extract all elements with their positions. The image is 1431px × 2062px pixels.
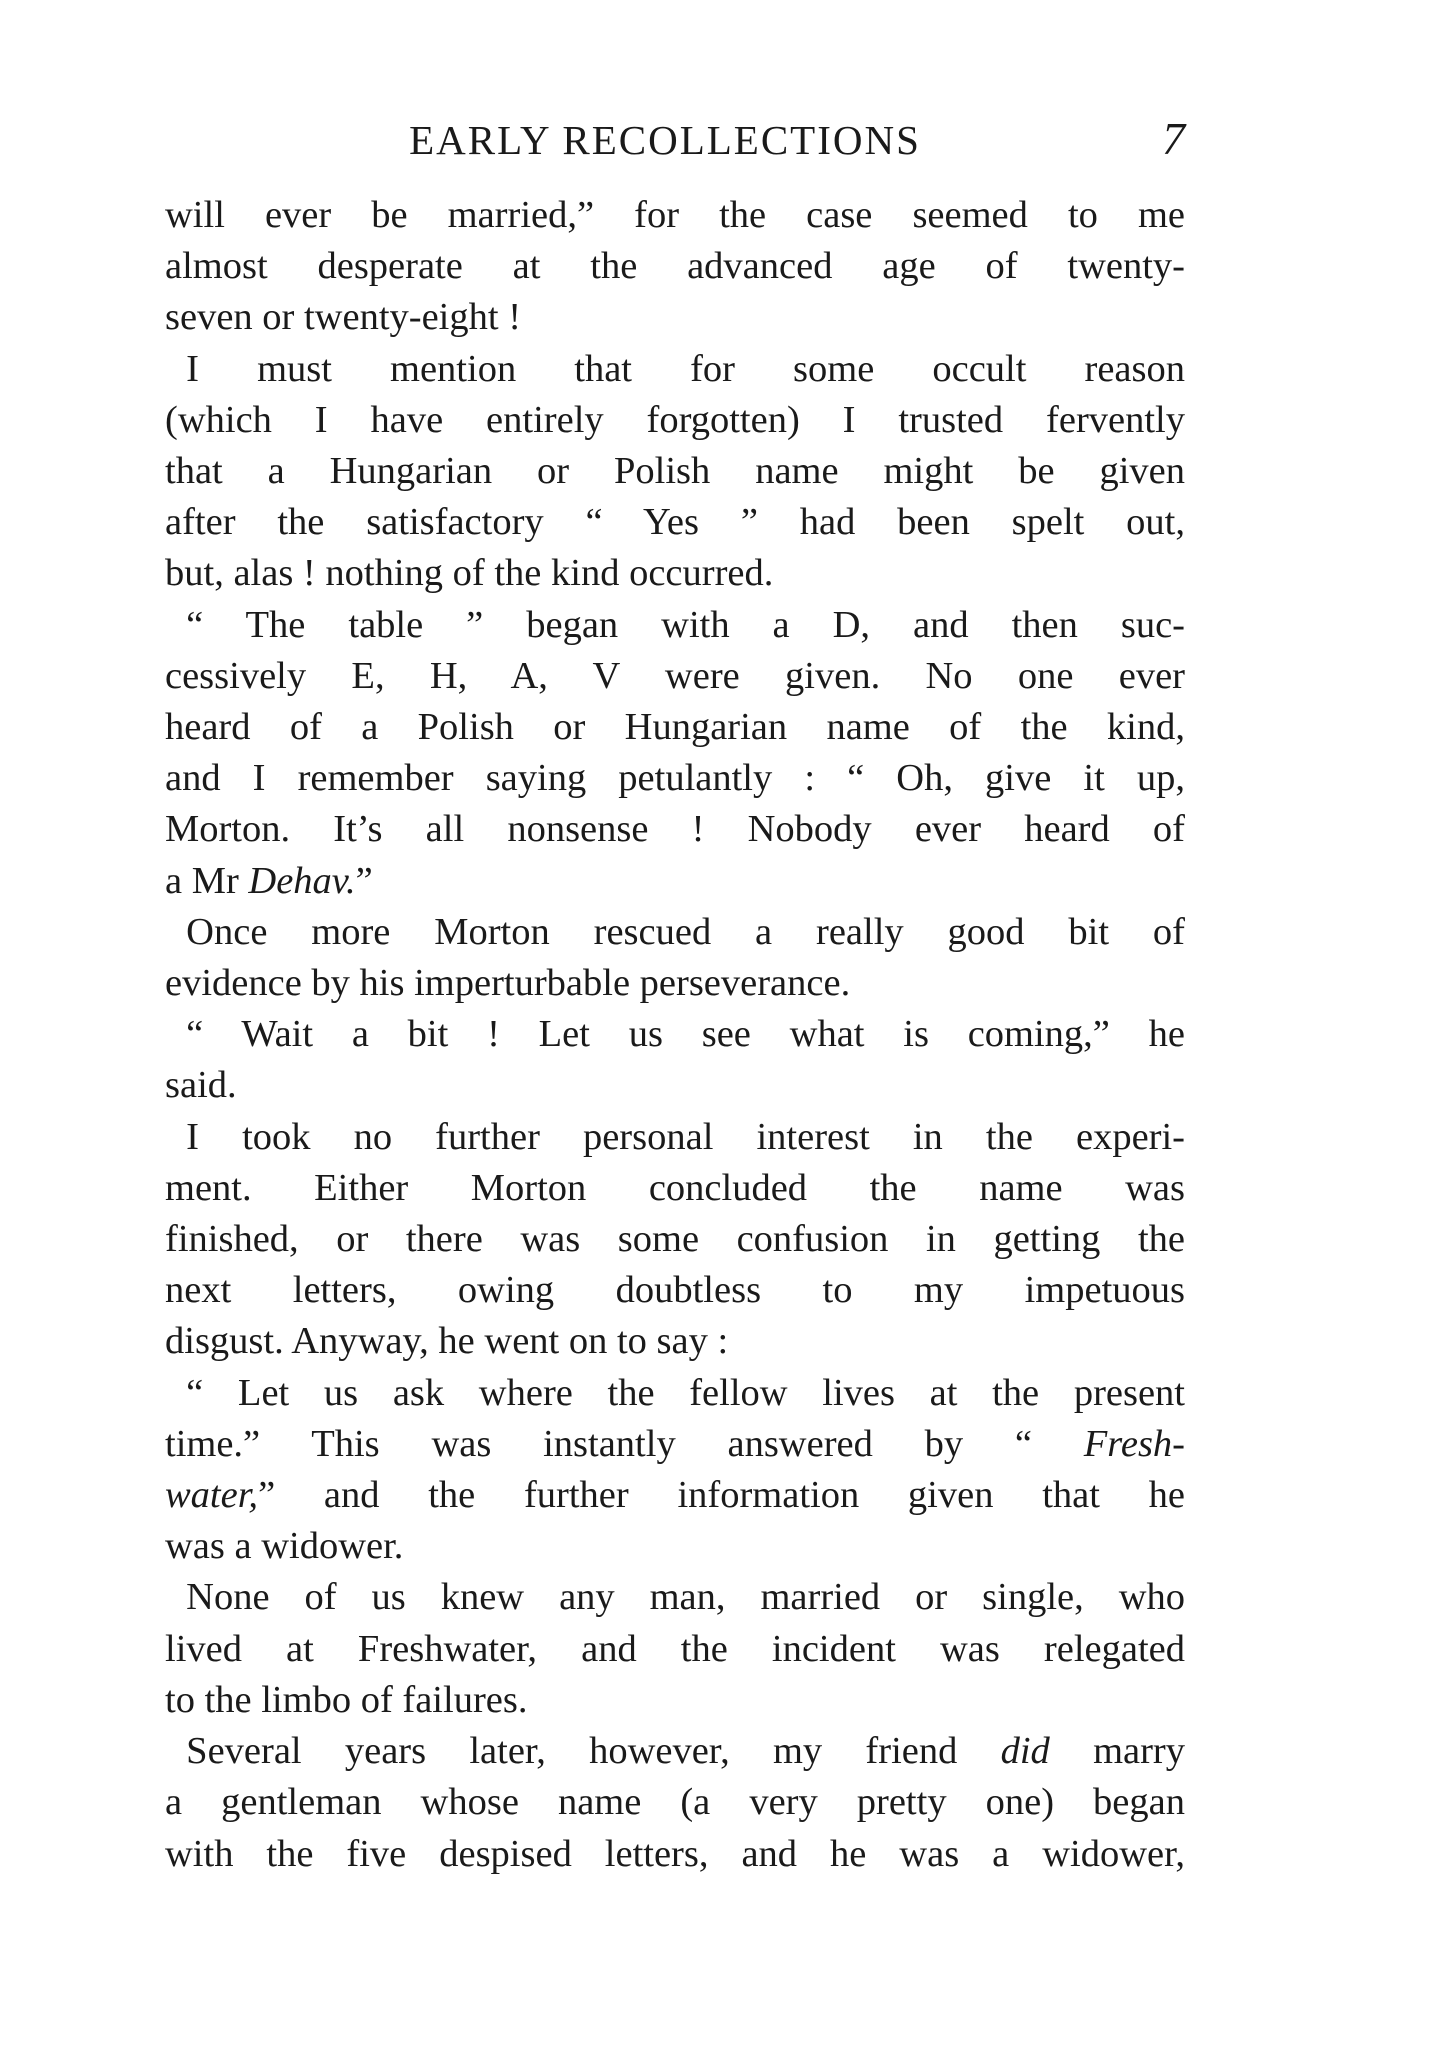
- text-line: [165, 1726, 1185, 1777]
- running-head: [165, 108, 1185, 168]
- page-number: 7: [1162, 113, 1185, 164]
- text-line: will ever be married,” for the case seemed to me: [165, 194, 1185, 236]
- running-title: EARLY RECOLLECTIONS: [409, 117, 921, 163]
- text-run: ”: [355, 859, 373, 902]
- text-line: “ The table ” began with a D, and then suc-: [186, 603, 1185, 646]
- text-line: ment. Either Morton concluded the name was: [165, 1166, 1185, 1209]
- text-run: ” and the further information given that he: [258, 1474, 1185, 1517]
- text-line: disgust. Anyway, he went on to say :: [165, 1320, 729, 1363]
- text-line: finished, or there was some confusion in getting the: [165, 1218, 1185, 1261]
- text-line: None of us knew any man, married or single, who: [186, 1576, 1185, 1619]
- text-line: [165, 1419, 1185, 1470]
- text-line: I took no further personal interest in the experi-: [186, 1115, 1185, 1158]
- text-line: after the satisfactory “ Yes ” had been spelt out,: [165, 501, 1185, 544]
- text-line: seven or twenty-eight !: [165, 296, 522, 339]
- text-line: [165, 856, 1185, 907]
- text-line: “ Let us ask where the fellow lives at the present: [186, 1371, 1185, 1414]
- text-line: [165, 1470, 1185, 1521]
- text-line: and I remember saying petulantly : “ Oh, give it up,: [165, 757, 1185, 800]
- text-line: a gentleman whose name (a very pretty one) began: [165, 1781, 1185, 1824]
- text-line: lived at Freshwater, and the incident was relegated: [165, 1627, 1185, 1670]
- text-run: time.” This was instantly answered by “: [165, 1422, 1084, 1465]
- text-line: that a Hungarian or Polish name might be given: [165, 450, 1185, 493]
- text-run: Several years later, however, my friend: [186, 1730, 1001, 1773]
- italic-word: did: [1000, 1730, 1050, 1773]
- text-line: but, alas ! nothing of the kind occurred.: [165, 552, 774, 595]
- italic-name: Dehav.: [248, 859, 356, 902]
- text-line: next letters, owing doubtless to my impetuous: [165, 1269, 1185, 1312]
- text-line: heard of a Polish or Hungarian name of the kind,: [165, 706, 1185, 749]
- text-line: (which I have entirely forgotten) I trusted fervently: [165, 398, 1185, 441]
- body-text: [165, 190, 1185, 1880]
- text-line: with the five despised letters, and he was a widower,: [165, 1832, 1185, 1875]
- text-line: “ Wait a bit ! Let us see what is coming,” he: [186, 1013, 1185, 1056]
- text-line: was a widower.: [165, 1525, 404, 1568]
- text-line: cessively E, H, A, V were given. No one ever: [165, 654, 1185, 697]
- italic-word: Fresh-: [1083, 1422, 1185, 1465]
- text-line: Once more Morton rescued a really good bit of: [186, 910, 1185, 953]
- text-line: Morton. It’s all nonsense ! Nobody ever heard of: [165, 808, 1185, 851]
- text-line: I must mention that for some occult reason: [186, 347, 1185, 390]
- italic-word: water,: [165, 1474, 259, 1517]
- text-run: a Mr: [165, 859, 249, 902]
- text-run: marry: [1049, 1730, 1185, 1773]
- text-line: to the limbo of failures.: [165, 1678, 528, 1721]
- text-line: almost desperate at the advanced age of twenty-: [165, 245, 1185, 288]
- text-line: said.: [165, 1064, 237, 1107]
- text-line: evidence by his imperturbable perseverance.: [165, 962, 851, 1005]
